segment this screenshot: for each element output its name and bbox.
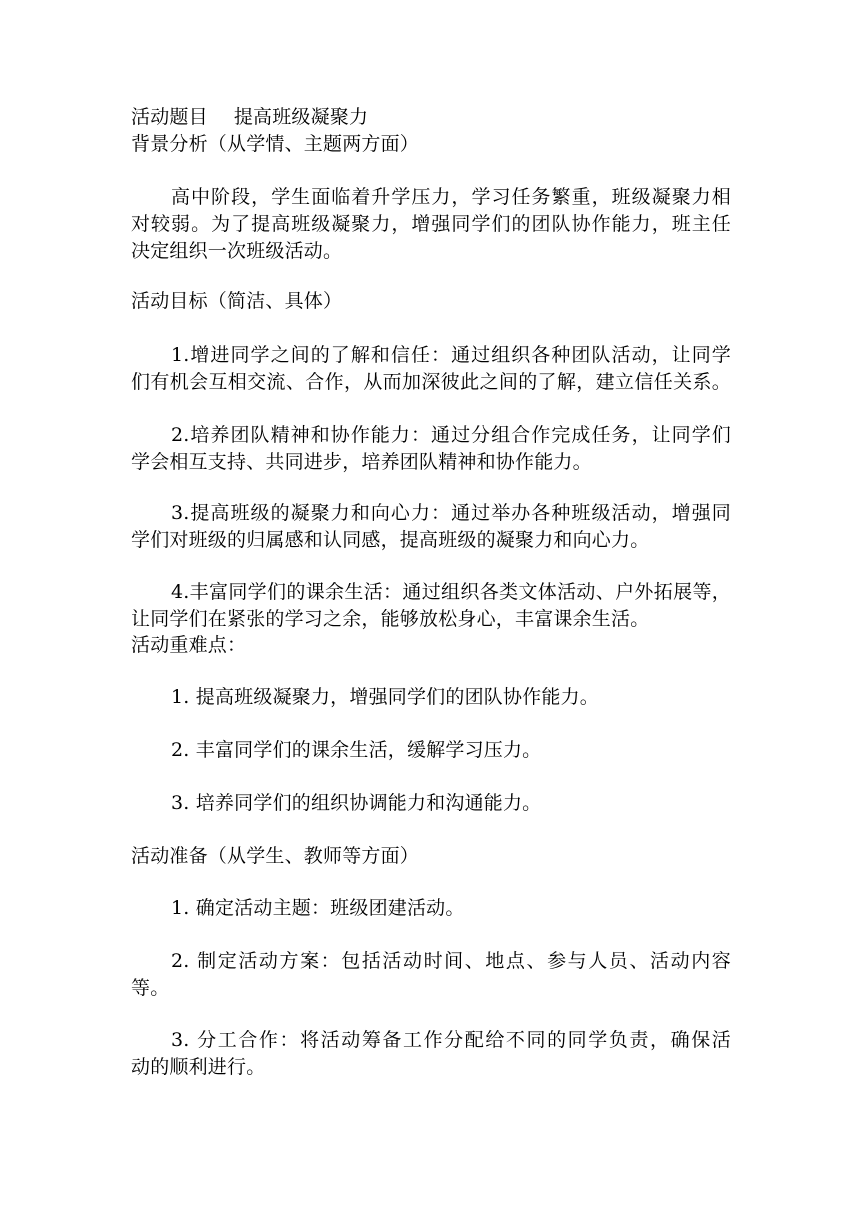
goal-item-line: 学们对班级的归属感和认同感，提高班级的凝聚力和向心力。 bbox=[131, 529, 650, 551]
goal-item-line: 1.增进同学之间的了解和信任：通过组织各种团队活动，让同学 bbox=[171, 344, 731, 366]
goal-item-line: 3.提高班级的凝聚力和向心力：通过举办各种班级活动，增强同 bbox=[171, 502, 731, 524]
key-points-heading: 活动重难点： bbox=[131, 634, 247, 656]
preparation-item-line: 等。 bbox=[131, 977, 170, 999]
preparation-heading: 活动准备（从学生、教师等方面） bbox=[131, 845, 420, 867]
background-paragraph-line: 对较弱。为了提高班级凝聚力，增强同学们的团队协作能力，班主任 bbox=[131, 213, 731, 235]
preparation-item-line: 动的顺利进行。 bbox=[131, 1056, 266, 1078]
activity-title bbox=[131, 106, 731, 128]
preparation-item-line: 3. 分工合作：将活动筹备工作分配给不同的同学负责，确保活 bbox=[171, 1029, 731, 1051]
preparation-item-line: 2. 制定活动方案：包括活动时间、地点、参与人员、活动内容 bbox=[171, 950, 731, 972]
goal-item-line: 2.培养团队精神和协作能力：通过分组合作完成任务，让同学们 bbox=[171, 424, 731, 446]
preparation-item-line: 1. 确定活动主题：班级团建活动。 bbox=[171, 897, 465, 919]
background-paragraph-line: 决定组织一次班级活动。 bbox=[131, 240, 343, 262]
key-point-item: 2. 丰富同学们的课余生活，缓解学习压力。 bbox=[171, 739, 542, 761]
activity-title-label: 活动题目 bbox=[131, 106, 208, 128]
key-point-item: 3. 培养同学们的组织协调能力和沟通能力。 bbox=[171, 792, 542, 814]
activity-title-text: 提高班级凝聚力 bbox=[233, 106, 369, 128]
background-paragraph-line: 高中阶段，学生面临着升学压力，学习任务繁重，班级凝聚力相 bbox=[171, 186, 731, 208]
goal-item-line: 学会相互支持、共同进步，培养团队精神和协作能力。 bbox=[131, 451, 592, 473]
goal-item-line: 们有机会互相交流、合作，从而加深彼此之间的了解，建立信任关系。 bbox=[131, 371, 731, 393]
goal-item-line: 4.丰富同学们的课余生活：通过组织各类文体活动、户外拓展等， bbox=[171, 581, 731, 603]
background-heading: 背景分析（从学情、主题两方面） bbox=[131, 133, 420, 155]
goal-item-line: 让同学们在紧张的学习之余，能够放松身心，丰富课余生活。 bbox=[131, 608, 650, 630]
goals-heading: 活动目标（简洁、具体） bbox=[131, 290, 343, 312]
key-point-item: 1. 提高班级凝聚力，增强同学们的团队协作能力。 bbox=[171, 686, 599, 708]
